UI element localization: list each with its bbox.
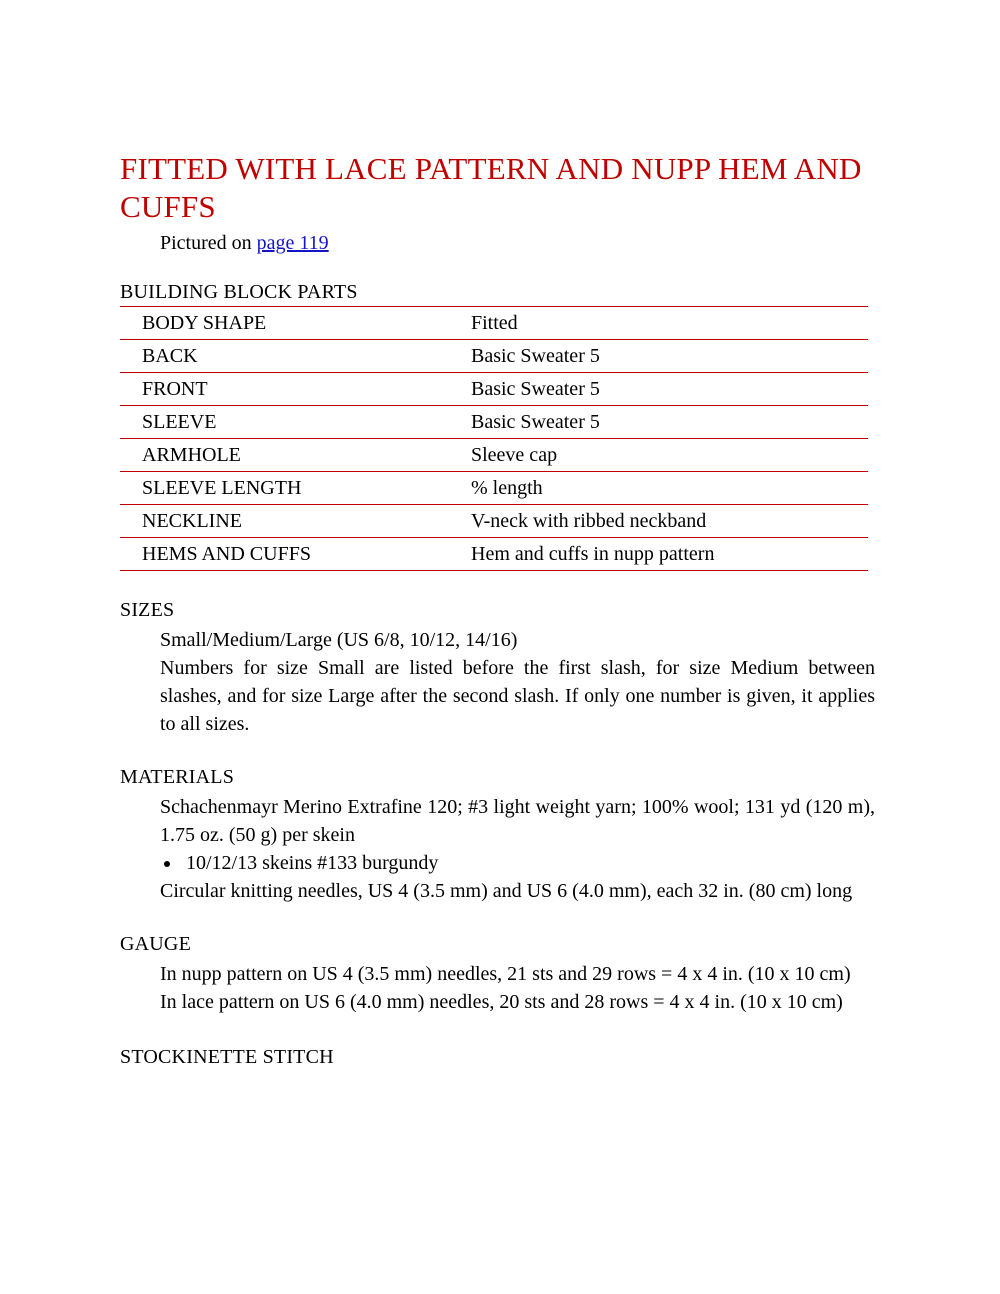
materials-skeins-list: [160, 849, 880, 877]
building-block-parts-table: [120, 306, 868, 571]
part-value: Basic Sweater 5: [467, 340, 868, 373]
part-value: Sleeve cap: [467, 439, 868, 472]
part-name: BACK: [120, 340, 467, 373]
table-row: [120, 505, 868, 538]
table-row: [120, 439, 868, 472]
materials-heading: MATERIALS: [120, 766, 235, 788]
pictured-on-line: [160, 232, 880, 255]
page-reference-link[interactable]: page 119: [256, 232, 329, 254]
pictured-on-label: Pictured on: [160, 232, 257, 254]
gauge-line-2: In lace pattern on US 6 (4.0 mm) needles, 20 sts and 28 rows = 4 x 4 in. (10 x 10 cm): [160, 991, 843, 1013]
part-value: Basic Sweater 5: [467, 406, 868, 439]
part-value: V-neck with ribbed neckband: [467, 505, 868, 538]
materials-yarn: Schachenmayr Merino Extrafine 120; #3 light weight yarn; 100% wool; 131 yd (120 m), 1.75 oz. (50 g) per skein: [160, 796, 875, 846]
part-value: Fitted: [467, 307, 868, 340]
sizes-line-1: Small/Medium/Large (US 6/8, 10/12, 14/16): [160, 629, 518, 651]
page-title: FITTED WITH LACE PATTERN AND NUPP HEM AND CUFFS: [120, 151, 862, 224]
table-row: [120, 340, 868, 373]
table-row: [120, 406, 868, 439]
gauge-line-1: In nupp pattern on US 4 (3.5 mm) needles, 21 sts and 29 rows = 4 x 4 in. (10 x 10 cm): [160, 963, 851, 985]
part-name: SLEEVE: [120, 406, 467, 439]
part-value: Basic Sweater 5: [467, 373, 868, 406]
table-row: [120, 373, 868, 406]
sizes-heading: SIZES: [120, 599, 175, 621]
part-name: NECKLINE: [120, 505, 467, 538]
part-value: % length: [467, 472, 868, 505]
part-name: HEMS AND CUFFS: [120, 538, 467, 571]
part-name: ARMHOLE: [120, 439, 467, 472]
part-value: Hem and cuffs in nupp pattern: [467, 538, 868, 571]
table-row: [120, 538, 868, 571]
part-name: BODY SHAPE: [120, 307, 467, 340]
sizes-line-2: Numbers for size Small are listed before the first slash, for size Medium between slashes, and for size Large after the second slash. If only one number is given, it applies to all sizes.: [160, 657, 875, 735]
materials-needles: Circular knitting needles, US 4 (3.5 mm) and US 6 (4.0 mm), each 32 in. (80 cm) long: [160, 880, 853, 902]
part-name: SLEEVE LENGTH: [120, 472, 467, 505]
stockinette-stitch-heading: STOCKINETTE STITCH: [120, 1046, 334, 1068]
gauge-heading: GAUGE: [120, 933, 191, 955]
list-item: • 10/12/13 skeins #133 burgundy: [182, 849, 880, 877]
table-row: [120, 472, 868, 505]
table-row: [120, 307, 868, 340]
part-name: FRONT: [120, 373, 467, 406]
building-block-parts-heading: BUILDING BLOCK PARTS: [120, 281, 358, 303]
